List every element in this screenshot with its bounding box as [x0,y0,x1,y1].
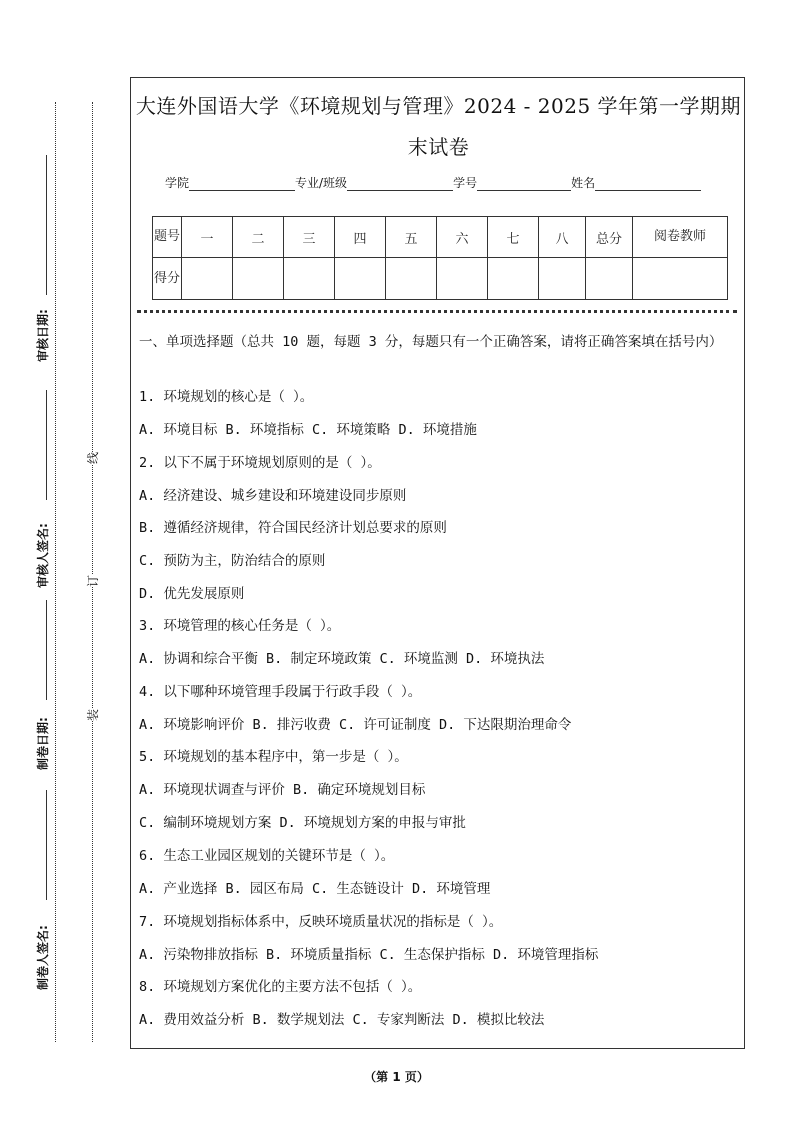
option-line: C. 编制环境规划方案 D. 环境规划方案的申报与审批 [139,815,466,831]
maker-sign-label: 制卷人签名: [36,925,50,990]
review-date-label: 审核日期: [36,309,50,362]
option-line: C. 预防为主，防治结合的原则 [139,553,326,569]
score-cell[interactable] [633,258,728,300]
score-cell[interactable] [284,258,335,300]
score-header-cell: 总分 [586,217,633,258]
question-line: 7. 环境规划指标体系中，反映环境质量状况的指标是（ ）。 [139,914,503,930]
option-line: A. 环境影响评价 B. 排污收费 C. 许可证制度 D. 下达限期治理命令 [139,717,572,733]
score-header-cell: 七 [488,217,539,258]
make-date-label: 制卷日期: [36,717,50,770]
score-header-cell: 三 [284,217,335,258]
page-number: （第 1 页） [364,1070,429,1084]
field-id-blank[interactable] [477,178,571,191]
review-date-blank [46,155,47,295]
score-header-cell: 题号 [153,217,182,258]
score-cell[interactable] [488,258,539,300]
score-header-cell: 一 [182,217,233,258]
score-row-label: 得分 [153,258,182,300]
score-header-cell: 八 [539,217,586,258]
field-major-label: 专业/班级 [295,176,348,190]
exam-title-line1: 大连外国语大学《环境规划与管理》2024 - 2025 学年第一学期期 [135,94,742,118]
question-line: 2. 以下不属于环境规划原则的是（ ）。 [139,455,381,471]
binding-char-bind: 订 [86,574,101,588]
reviewer-sign-label: 审核人签名: [36,523,50,588]
field-major-blank[interactable] [347,178,453,191]
field-name-label: 姓名 [571,176,596,190]
question-line: 8. 环境规划方案优化的主要方法不包括（ ）。 [139,979,422,995]
maker-sign-blank [46,790,47,900]
exam-title-line2: 末试卷 [407,135,470,159]
option-line: A. 环境现状调查与评价 B. 确定环境规划目标 [139,782,426,798]
option-line: D. 优先发展原则 [139,586,245,602]
score-cell[interactable] [335,258,386,300]
outer-dotted-line [55,102,56,1042]
question-line: 5. 环境规划的基本程序中，第一步是（ ）。 [139,749,408,765]
field-college-label: 学院 [165,176,190,190]
score-header-cell: 二 [233,217,284,258]
student-info-row [165,174,701,191]
option-line: A. 协调和综合平衡 B. 制定环境政策 C. 环境监测 D. 环境执法 [139,651,545,667]
field-college-blank[interactable] [189,178,295,191]
field-id-label: 学号 [453,176,478,190]
score-header-cell: 六 [437,217,488,258]
option-line: A. 产业选择 B. 园区布局 C. 生态链设计 D. 环境管理 [139,881,491,897]
option-line: A. 环境目标 B. 环境指标 C. 环境策略 D. 环境措施 [139,422,477,438]
score-header-cell: 五 [386,217,437,258]
score-cell[interactable] [586,258,633,300]
question-line: 6. 生态工业园区规划的关键环节是（ ）。 [139,848,395,864]
question-line: 3. 环境管理的核心任务是（ ）。 [139,618,341,634]
score-cell[interactable] [437,258,488,300]
option-line: B. 遵循经济规律，符合国民经济计划总要求的原则 [139,520,447,536]
score-table [152,216,728,300]
question-line: 1. 环境规划的核心是（ ）。 [139,389,314,405]
option-line: A. 污染物排放指标 B. 环境质量指标 C. 生态保护指标 D. 环境管理指标 [139,947,599,963]
score-header-cell: 阅卷教师 [633,217,728,258]
dotted-separator [137,310,737,313]
make-date-blank [46,600,47,700]
field-name-blank[interactable] [595,178,701,191]
option-line: A. 费用效益分析 B. 数学规划法 C. 专家判断法 D. 模拟比较法 [139,1012,545,1028]
option-line: A. 经济建设、城乡建设和环境建设同步原则 [139,488,407,504]
question-line: 4. 以下哪种环境管理手段属于行政手段（ ）。 [139,684,422,700]
binding-char-fold: 装 [86,708,101,722]
section1-heading: 一、单项选择题（总共 10 题，每题 3 分，每题只有一个正确答案，请将正确答案填在括号内） [139,334,723,350]
score-cell[interactable] [233,258,284,300]
exam-frame [130,77,745,1049]
inner-dotted-line [92,102,93,1042]
binding-char-line: 线 [86,451,101,465]
score-cell[interactable] [539,258,586,300]
reviewer-sign-blank [46,390,47,500]
score-cell[interactable] [182,258,233,300]
score-header-cell: 四 [335,217,386,258]
score-cell[interactable] [386,258,437,300]
